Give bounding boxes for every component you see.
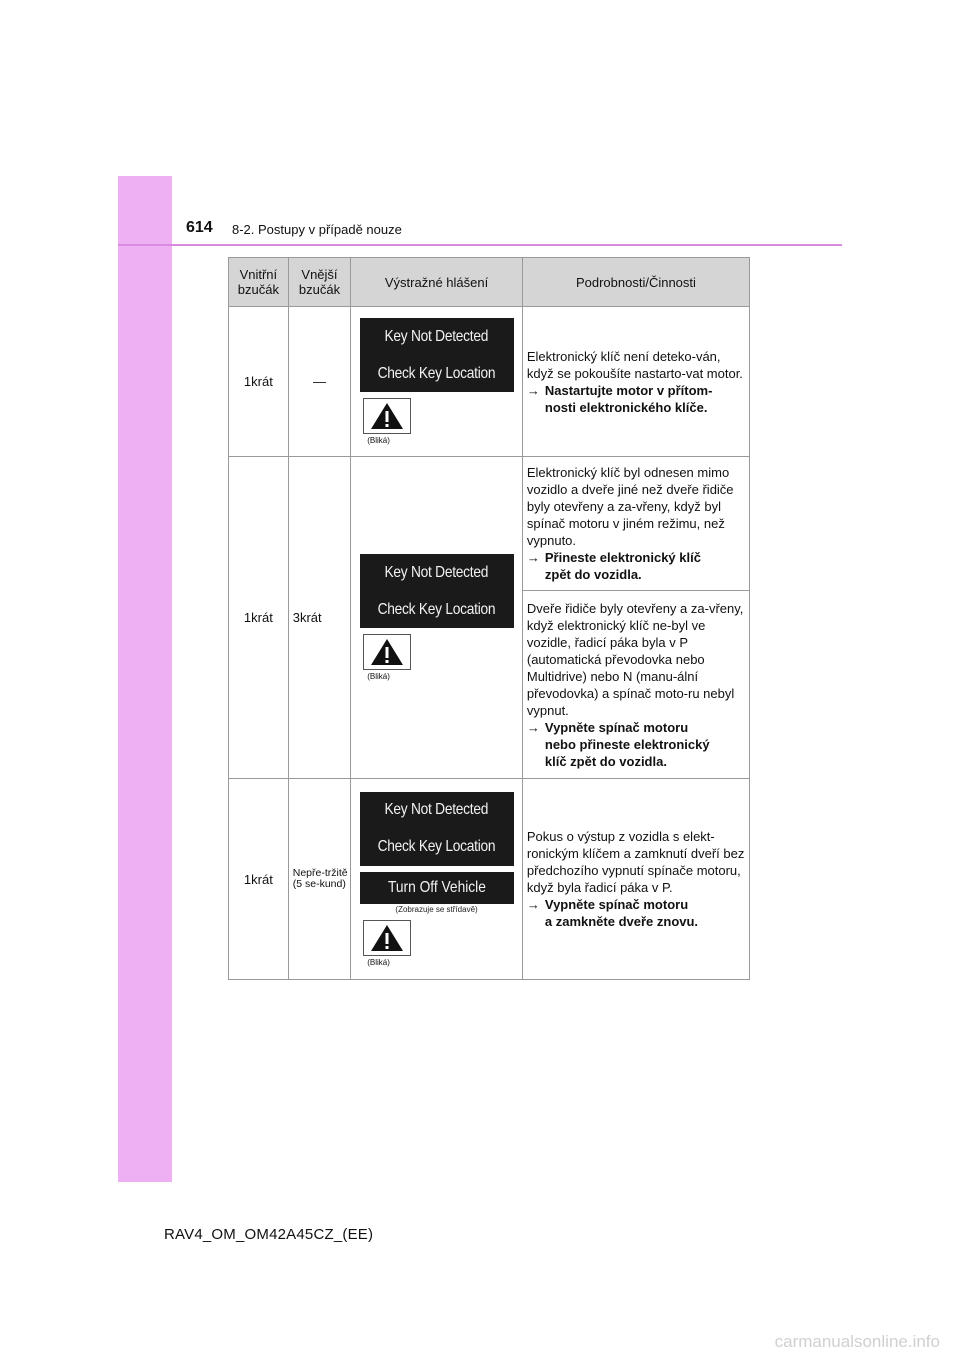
header-internal-buzzer: Vnitřní bzučák	[229, 258, 289, 307]
display-line-check-key-location: Check Key Location	[377, 838, 496, 855]
table-row	[229, 457, 750, 591]
display-line-key-not-detected: Key Not Detected	[384, 801, 489, 818]
row2-details-a	[522, 457, 749, 591]
arrow-icon: →	[526, 719, 540, 735]
display-line-check-key-location: Check Key Location	[377, 600, 496, 618]
row3-message	[351, 779, 523, 980]
page-number: 614	[186, 219, 213, 236]
warning-triangle-icon	[363, 634, 411, 670]
row1-detail-text: Elektronický klíč není deteko-ván, když se pokoušíte nastarto-vat motor.	[526, 348, 743, 381]
message-display	[360, 792, 514, 866]
blink-caption: (Bliká)	[367, 957, 390, 967]
display-line-key-not-detected: Key Not Detected	[384, 563, 489, 581]
header-divider	[118, 244, 842, 246]
message-display	[360, 554, 514, 628]
arrow-icon: →	[526, 382, 540, 398]
row3-action-a: Vypněte spínač motoru	[544, 897, 689, 912]
row1-external: —	[288, 307, 351, 457]
row2-detail-b-text: Dveře řidiče byly otevřeny a za-vřeny, když elektronický klíč ne-byl ve vozidle, řadicí páka byla v P (automatická převodovka nebo Multidrive) nebo N (manu-ální převodovka) a spínač moto-ru nebyl vypnut.	[526, 600, 744, 718]
row2-external: 3krát	[288, 457, 351, 779]
blink-caption: (Bliká)	[367, 672, 390, 681]
row3-detail-text: Pokus o výstup z vozidla s elekt-ronickým klíčem a zamknutí dveří bez předchozího vypnutí spínače motoru, když byla řadicí páka v P.	[526, 829, 745, 895]
warning-triangle-icon	[363, 398, 411, 434]
row3-external: Nepře-tržitě (5 se-kund)	[288, 779, 351, 980]
alternates-caption: (Zobrazuje se střídavě)	[395, 904, 478, 914]
header-warning-message: Výstražné hlášení	[351, 258, 523, 307]
blink-caption: (Bliká)	[367, 436, 390, 445]
row2-action-b1: Vypněte spínač motoru	[544, 719, 689, 735]
row2-internal: 1krát	[229, 457, 289, 779]
row2-detail-a-text: Elektronický klíč byl odnesen mimo vozidlo a dveře jiné než dveře řidiče byly otevřeny a za-vřeny, když byl spínač motoru v jiném režimu, než vypnuto.	[526, 465, 734, 548]
row3-action-b: a zamkněte dveře znovu.	[544, 914, 699, 929]
row1-action-b: nosti elektronického klíče.	[544, 399, 708, 415]
table-row	[229, 307, 750, 457]
display-line-key-not-detected: Key Not Detected	[384, 327, 489, 345]
row1-internal: 1krát	[229, 307, 289, 457]
chapter-title: 8-2. Postupy v případě nouze	[232, 222, 402, 237]
row1-message	[351, 307, 523, 457]
row2-details-b	[522, 591, 749, 779]
row1-details	[522, 307, 749, 457]
warning-table	[228, 257, 750, 980]
row2-message	[351, 457, 523, 779]
header-external-buzzer: Vnější bzučák	[288, 258, 351, 307]
warning-triangle-icon	[363, 920, 411, 956]
table-header-row	[229, 258, 750, 307]
row3-internal: 1krát	[229, 779, 289, 980]
row2-action-b3: klíč zpět do vozidla.	[544, 753, 667, 769]
arrow-icon: →	[526, 550, 540, 565]
document-id: RAV4_OM_OM42A45CZ_(EE)	[164, 1226, 374, 1243]
row2-action-a1: Přineste elektronický klíč	[544, 550, 701, 565]
table-row	[229, 779, 750, 980]
row3-details	[522, 779, 749, 980]
display-line-check-key-location: Check Key Location	[377, 364, 496, 382]
message-display	[360, 318, 514, 392]
display-line-turn-off-vehicle: Turn Off Vehicle	[387, 878, 486, 896]
row2-action-a2: zpět do vozidla.	[544, 567, 642, 582]
message-display-turn-off	[360, 872, 514, 904]
arrow-icon: →	[526, 897, 540, 912]
row2-action-b2: nebo přineste elektronický	[544, 736, 710, 752]
chapter-side-tab	[118, 176, 172, 1182]
row1-action-a: Nastartujte motor v přítom-	[544, 382, 713, 398]
header-details: Podrobnosti/Činnosti	[522, 258, 749, 307]
watermark: carmanualsonline.info	[774, 1332, 940, 1351]
